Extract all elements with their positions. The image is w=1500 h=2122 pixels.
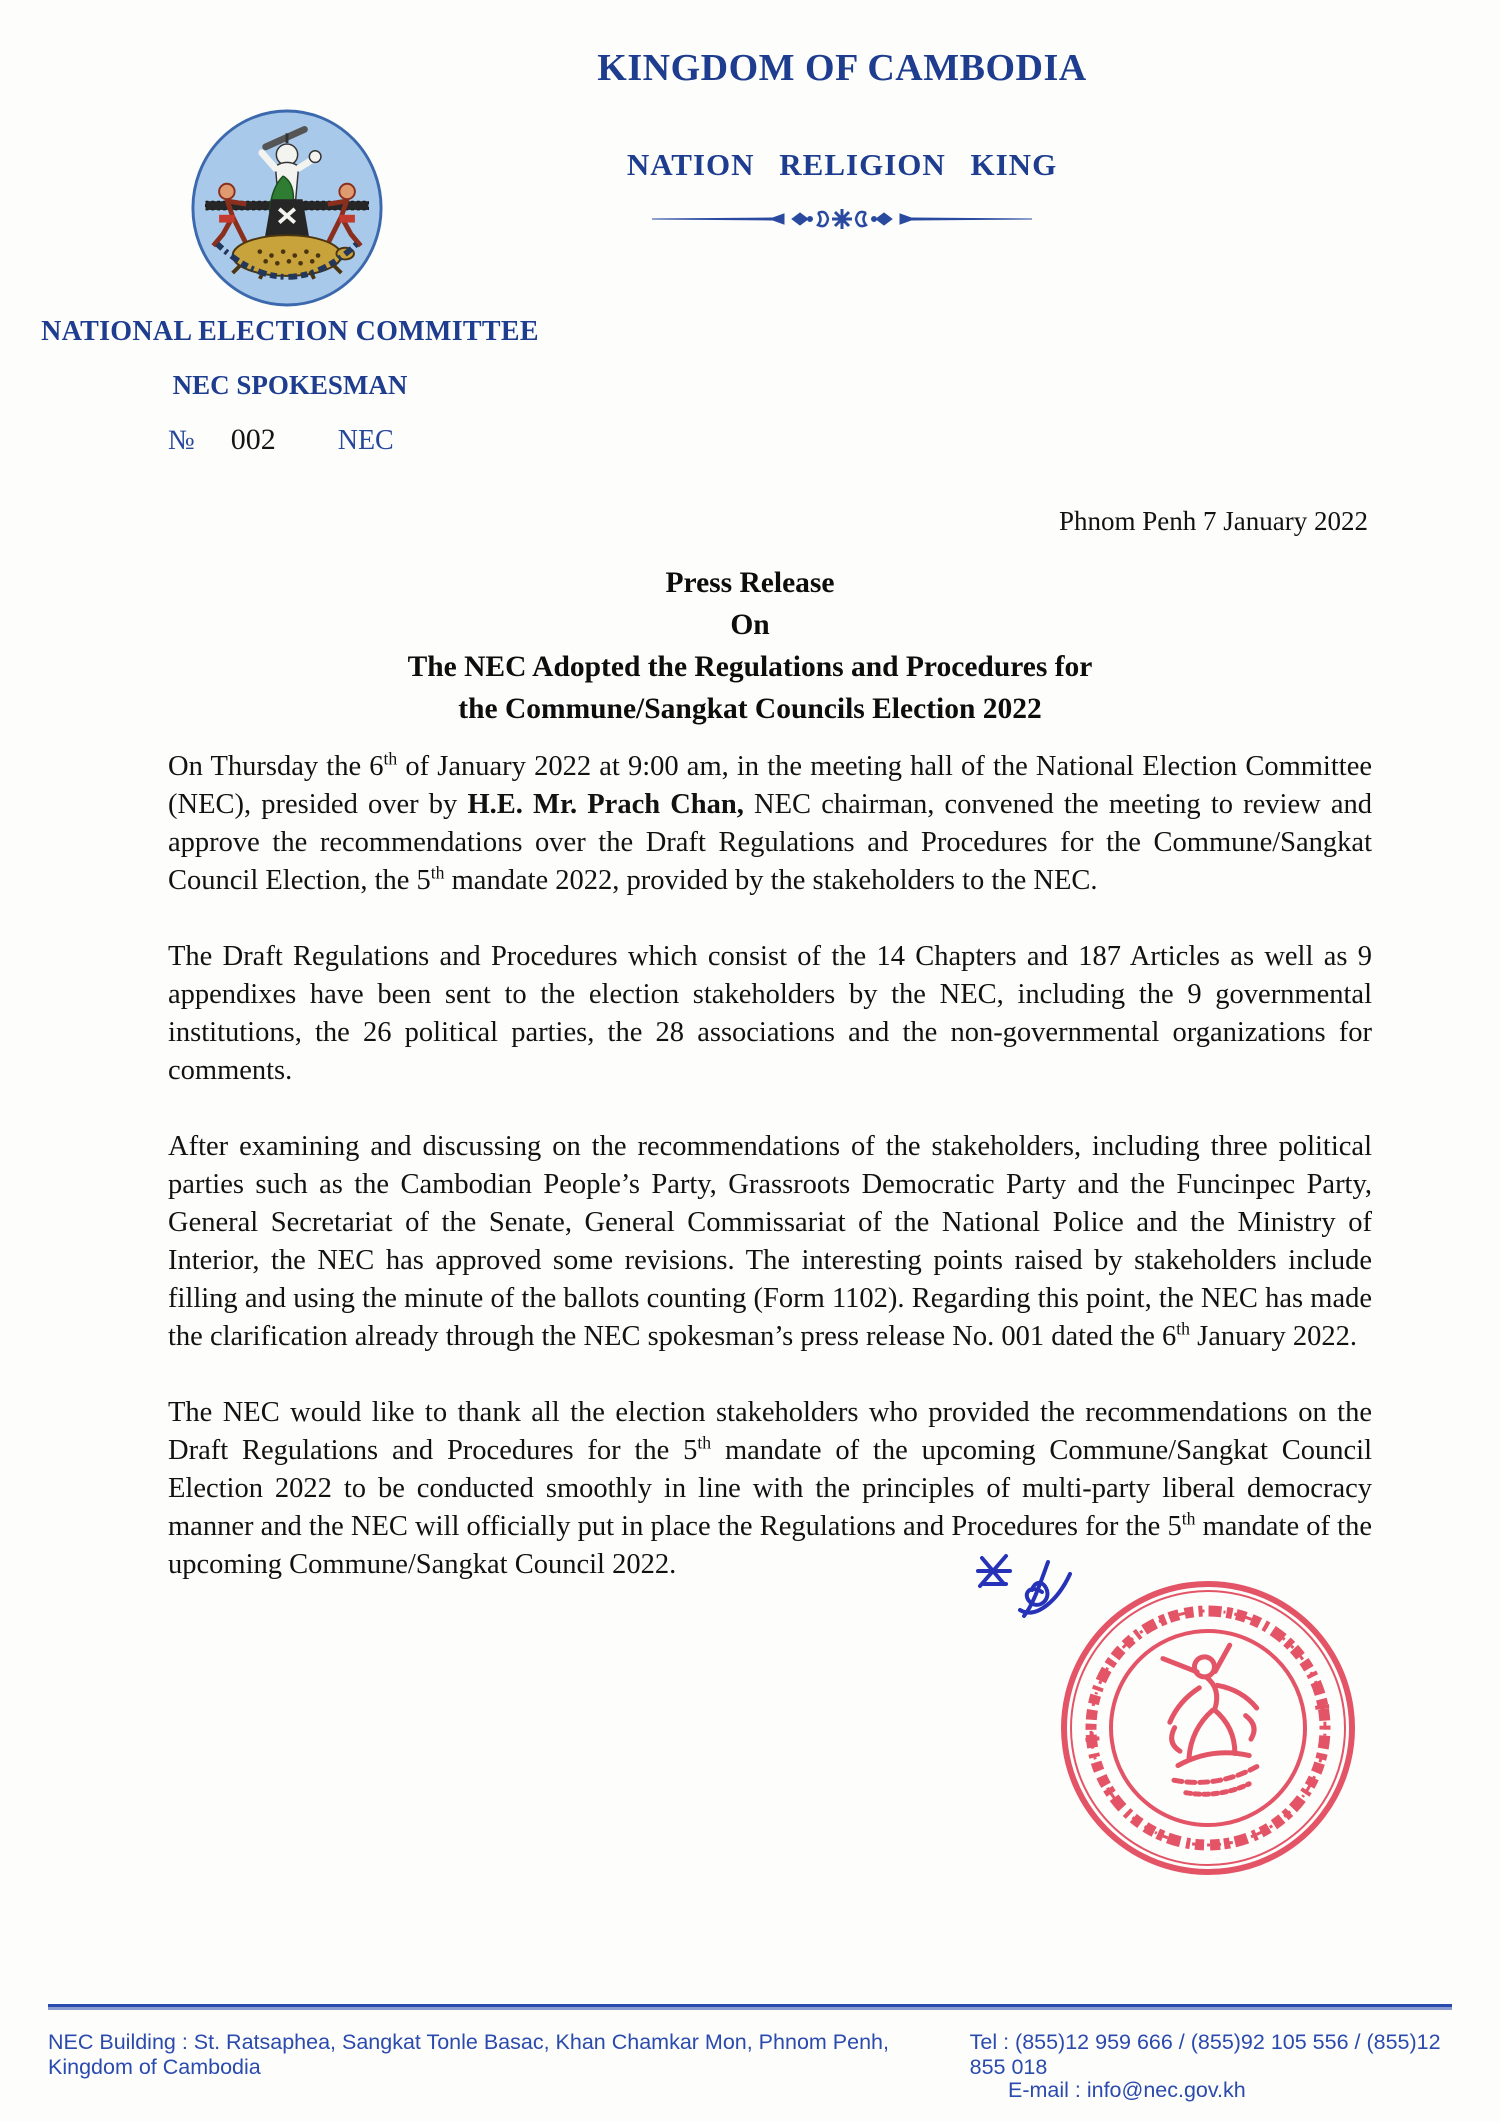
footer-email: E-mail : info@nec.gov.kh bbox=[1008, 2078, 1246, 2102]
footer-address: NEC Building : St. Ratsaphea, Sangkat Tonle Basac, Khan Chamkar Mon, Phnom Penh, Kingdom of Cambodia bbox=[48, 2030, 889, 2079]
ornament-divider-icon bbox=[430, 205, 1254, 238]
document-number-line bbox=[40, 423, 540, 457]
organization-block bbox=[40, 316, 540, 457]
title-line-3: The NEC Adopted the Regulations and Procedures for bbox=[407, 651, 1093, 683]
footer-divider bbox=[48, 2004, 1452, 2007]
spokesman-line: NEC SPOKESMAN bbox=[172, 370, 408, 400]
paragraph: After examining and discussing on the recommendations of the stakeholders, including three political parties such as the Cambodian People’s Party, Grassroots Democratic Party and the Funcinpec Party, General Secretariat of the Senate, General Commissariat of the National Police and the Ministry of Interior, the NEC has approved some revisions. The interesting points raised by stakeholders include filling and using the minute of the ballots counting (Form 1102). Regarding this point, the NEC has made the clarification already through the NEC spokesman’s press release No. 001 dated the 6th January 2022. bbox=[168, 1131, 1372, 1352]
footer-tel: Tel : (855)12 959 666 / (855)92 105 556 / (855)12 855 018 bbox=[969, 2030, 1441, 2079]
kingdom-title: KINGDOM OF CAMBODIA bbox=[597, 47, 1087, 89]
committee-name: NATIONAL ELECTION COMMITTEE bbox=[41, 316, 539, 347]
document-number: 002 bbox=[230, 423, 276, 456]
nec-seal-stamp bbox=[1035, 1555, 1381, 1901]
document-title bbox=[0, 562, 1500, 730]
paragraph: On Thursday the 6th of January 2022 at 9:00 am, in the meeting hall of the National Election Committee (NEC), presided over by H.E. Mr. Prach Chan, NEC chairman, convened the meeting to review and approve the recommendations over the Draft Regulations and Procedures for the Commune/Sangkat Council Election, the 5th mandate 2022, provided by the stakeholders to the NEC. bbox=[168, 748, 1373, 896]
motto-line: NATION RELIGION KING bbox=[626, 147, 1058, 182]
number-symbol: № bbox=[168, 425, 195, 456]
nec-emblem bbox=[190, 108, 384, 308]
document-header bbox=[430, 46, 1254, 238]
title-line-1: Press Release bbox=[665, 567, 835, 599]
paragraph: The NEC would like to thank all the election stakeholders who provided the recommendations on the Draft Regulations and Procedures for the 5th mandate of the upcoming Commune/Sangkat Council Election 2022 to be conducted smoothly in line with the principles of multi-party liberal democracy manner and the NEC will officially put in place the Regulations and Procedures for the 5th mandate of the upcoming Commune/Sangkat Council 2022. bbox=[168, 1397, 1372, 1580]
date-line: Phnom Penh 7 January 2022 bbox=[1059, 506, 1368, 536]
paragraph: The Draft Regulations and Procedures which consist of the 14 Chapters and 187 Articles as well as 9 appendixes have been sent to the election stakeholders by the NEC, including the 9 governmental institutions, the 26 political parties, the 28 associations and the non-governmental organizations for comments. bbox=[168, 941, 1372, 1086]
title-line-4: the Commune/Sangkat Councils Election 2022 bbox=[458, 693, 1042, 725]
title-line-2: On bbox=[730, 609, 770, 641]
nec-emblem-graphic bbox=[190, 108, 384, 308]
document-number-suffix: NEC bbox=[337, 425, 394, 456]
body-paragraphs bbox=[168, 748, 1372, 1622]
footer bbox=[48, 2030, 1452, 2080]
